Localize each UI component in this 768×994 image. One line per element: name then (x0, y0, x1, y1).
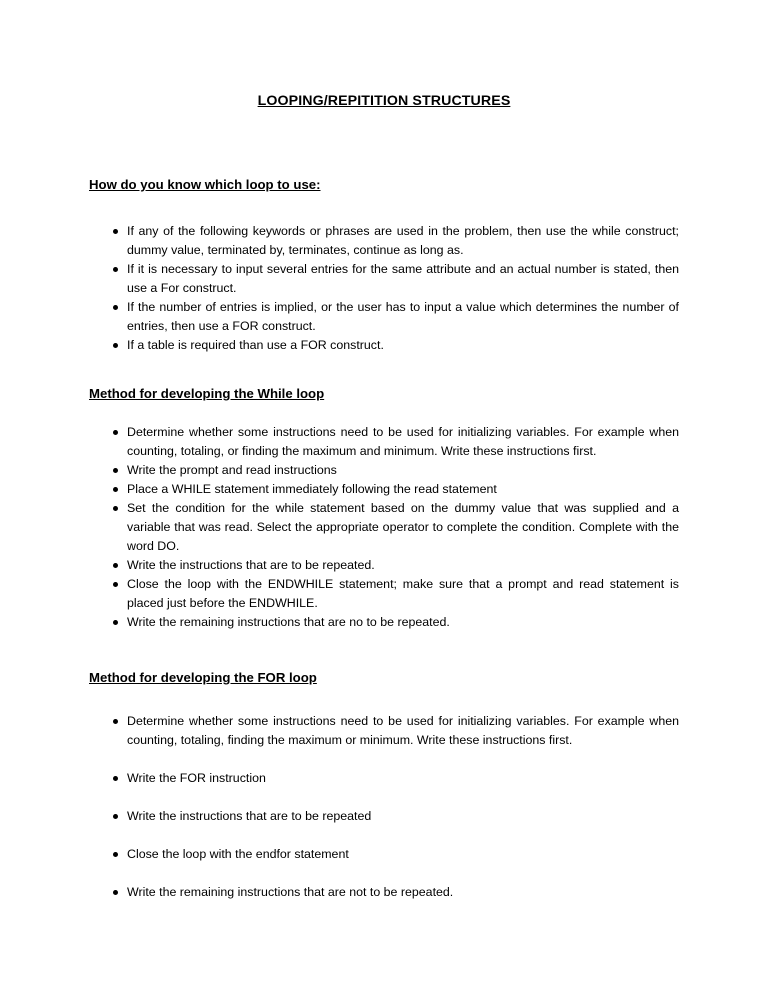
bullet-icon (113, 487, 118, 492)
section-heading-which-loop: How do you know which loop to use: (89, 177, 321, 192)
list-item: Set the condition for the while statement based on the dummy value that was supplied and a variable that was read. Select the appropriate operator to complete the condition. Complete with the word DO. (89, 499, 679, 556)
list-item: If a table is required than use a FOR construct. (89, 336, 679, 355)
bullet-icon (113, 343, 118, 348)
list-item: Write the remaining instructions that are not to be repeated. (89, 883, 679, 902)
list-item: Determine whether some instructions need to be used for initializing variables. For example when counting, totaling, finding the maximum or minimum. Write these instructions first. (89, 712, 679, 750)
bullet-icon (113, 430, 118, 435)
section-heading-for-loop: Method for developing the FOR loop (89, 670, 317, 685)
while-loop-list (89, 423, 679, 632)
bullet-icon (113, 719, 118, 724)
bullet-icon (113, 229, 118, 234)
list-item: Write the instructions that are to be repeated. (89, 556, 679, 575)
list-item: Close the loop with the ENDWHILE statement; make sure that a prompt and read statement is placed just before the ENDWHILE. (89, 575, 679, 613)
list-item: If any of the following keywords or phrases are used in the problem, then use the while construct; dummy value, terminated by, terminates, continue as long as. (89, 222, 679, 260)
which-loop-list (89, 222, 679, 355)
list-item: Close the loop with the endfor statement (89, 845, 679, 864)
bullet-icon (113, 620, 118, 625)
bullet-icon (113, 468, 118, 473)
list-item: Place a WHILE statement immediately following the read statement (89, 480, 679, 499)
list-item: Write the FOR instruction (89, 769, 679, 788)
bullet-icon (113, 582, 118, 587)
list-item: If the number of entries is implied, or the user has to input a value which determines the number of entries, then use a FOR construct. (89, 298, 679, 336)
bullet-icon (113, 776, 118, 781)
bullet-icon (113, 305, 118, 310)
list-item: Write the instructions that are to be repeated (89, 807, 679, 826)
bullet-icon (113, 563, 118, 568)
bullet-icon (113, 814, 118, 819)
page-title: LOOPING/REPITITION STRUCTURES (257, 93, 511, 109)
list-item: If it is necessary to input several entries for the same attribute and an actual number is stated, then use a For construct. (89, 260, 679, 298)
bullet-icon (113, 890, 118, 895)
section-heading-while-loop: Method for developing the While loop (89, 386, 325, 401)
list-item: Write the prompt and read instructions (89, 461, 679, 480)
bullet-icon (113, 506, 118, 511)
list-item: Determine whether some instructions need to be used for initializing variables. For example when counting, totaling, or finding the maximum and minimum. Write these instructions first. (89, 423, 679, 461)
for-loop-list (89, 712, 679, 921)
list-item: Write the remaining instructions that are no to be repeated. (89, 613, 679, 632)
bullet-icon (113, 852, 118, 857)
bullet-icon (113, 267, 118, 272)
